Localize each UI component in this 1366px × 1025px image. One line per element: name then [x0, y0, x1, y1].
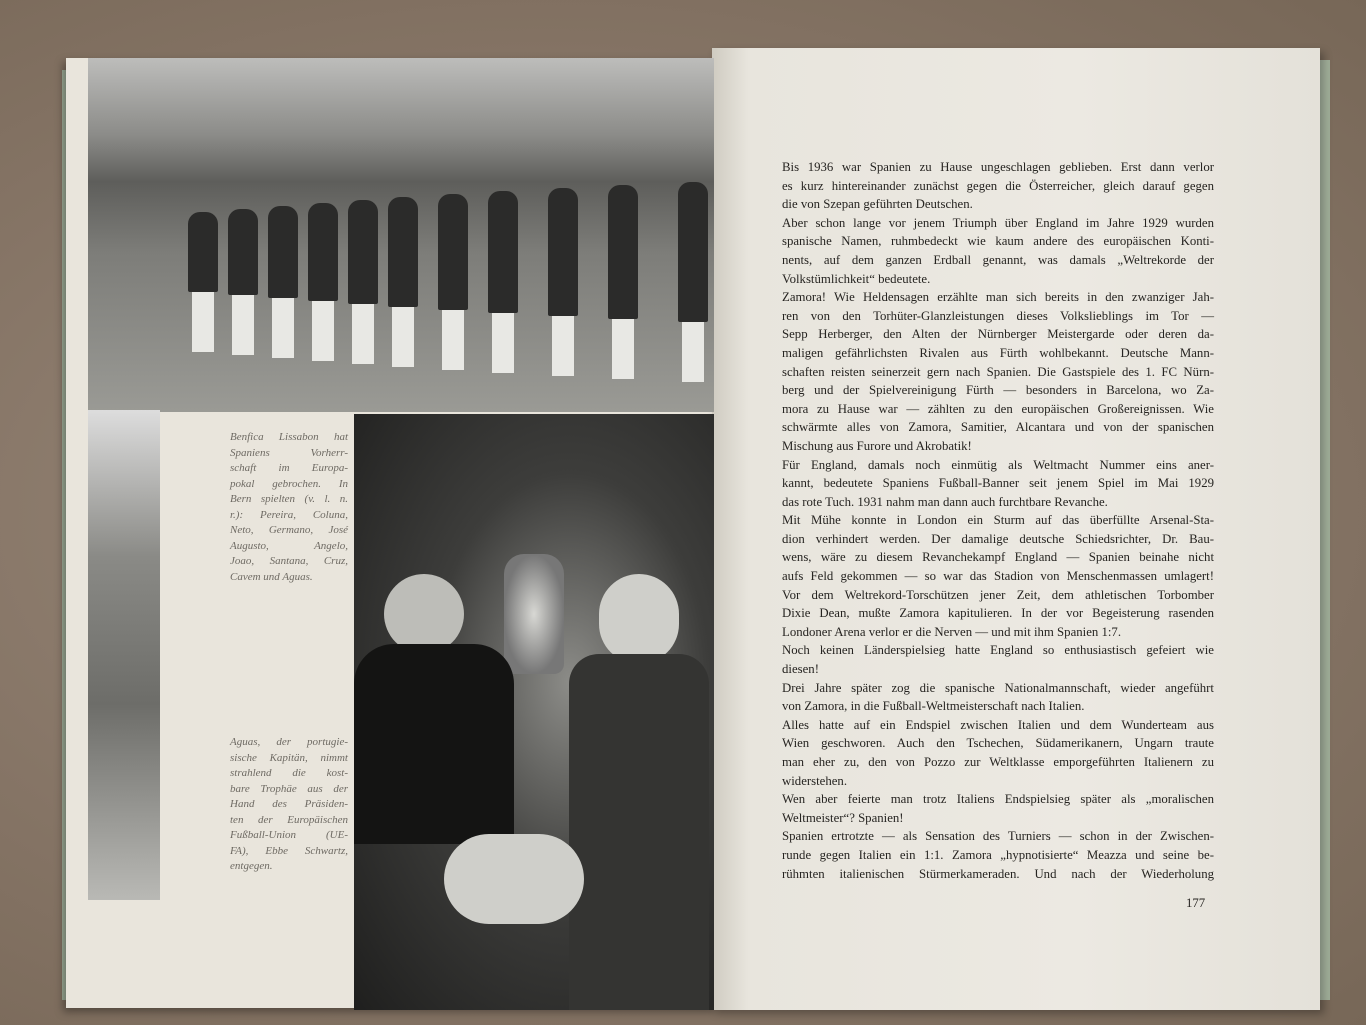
- text-line: runde gegen Italien ein 1:1. Zamora „hypnotisierte“ Meazza und seine be-: [782, 847, 1214, 862]
- player-figure: [268, 206, 298, 298]
- text-line: bare Trophäe aus der: [230, 782, 348, 795]
- text-line: ten der Europäischen: [230, 813, 348, 826]
- text-line: dion verhindert werden. Der damalige deutsche Schiedsrichter, Dr. Bau-: [782, 531, 1214, 546]
- text-line: schaften reisten seinerzeit gern nach Spanien. Die Gastspiele des 1. FC Nürn-: [782, 364, 1214, 379]
- text-line: kannt, bedeutete Spaniens Fußball-Banner seit jenem Spiel im Mai 1929: [782, 476, 1214, 491]
- text-line: Sepp Herberger, den Alten der Nürnberger Meistergarde oder deren da-: [782, 327, 1214, 342]
- text-line: Aguas, der portugie-: [230, 736, 348, 748]
- player-figure: [348, 200, 378, 304]
- text-line: man eher zu, den von Pozzo zur Weltklasse emporgeführten Italienern zu: [782, 755, 1214, 769]
- text-line: sische Kapitän, nimmt: [230, 751, 348, 764]
- text-line: Dixie Dean, mußte Zamora kapitulieren. In der vor Begeisterung rasenden: [782, 606, 1214, 621]
- text-line: Mischung aus Furore und Akrobatik!: [782, 438, 972, 453]
- text-line: Fußball-Union (UE-: [230, 829, 348, 841]
- text-line: Zamora! Wie Heldensagen erzählte man sich bereits in den zwanziger Jah-: [782, 290, 1214, 305]
- text-line: von Zamora, in die Fußball-Weltmeisterschaft nach Italien.: [782, 699, 1085, 714]
- text-line: Volkstümlichkeit“ bedeutete.: [782, 271, 931, 286]
- player-shirt: [569, 654, 709, 1010]
- text-line: Alles hatte auf ein Endspiel zwischen Italien und dem Wunderteam aus: [782, 717, 1214, 732]
- text-line: Bern spielten (v. l. n.: [230, 493, 348, 505]
- photo-caption-team: [230, 430, 348, 585]
- official-face: [384, 574, 464, 654]
- text-line: Weltmeister“? Spanien!: [782, 810, 904, 825]
- text-line: Mit Mühe konnte in London ein Sturm auf das überfüllte Arsenal-Sta-: [782, 513, 1214, 528]
- player-figure: [438, 194, 468, 310]
- photo-caption-trophy: [230, 735, 348, 875]
- text-line: berg und der Spielvereinigung Fürth — besonders in Barcelona, wo Za-: [782, 383, 1214, 398]
- text-line: aufs Feld gekommen — so war das Stadion von Menschenmassen umlagert!: [782, 569, 1214, 584]
- text-line: rühmten italienischen Stürmerkameraden. Und nach der Wiederholung: [782, 866, 1214, 881]
- player-figure: [548, 188, 578, 316]
- text-line: Noch keinen Länderspielsieg hatte England so enthusiastisch gefeiert wie: [782, 643, 1214, 658]
- text-line: schwärmte alles von Zamora, Samitier, Alcantara und von der spanischen: [782, 420, 1214, 435]
- text-line: ren von den Torhüter-Glanzleistungen dieses Volkslieblings im Tor —: [782, 308, 1214, 323]
- text-line: Hand des Präsiden-: [230, 798, 348, 810]
- text-line: Neto, Germano, José: [230, 524, 348, 536]
- text-line: FA), Ebbe Schwartz,: [230, 844, 348, 857]
- seated-man: [444, 834, 584, 924]
- text-line: Bis 1936 war Spanien zu Hause ungeschlagen geblieben. Erst dann verlor: [782, 160, 1214, 174]
- text-line: Für England, damals noch einmütig als Weltmacht Nummer eins aner-: [782, 457, 1214, 472]
- text-line: Augusto, Angelo,: [230, 539, 348, 552]
- text-line: spanische Namen, ruhmbedeckt wie kaum andere des europäischen Konti-: [782, 234, 1214, 249]
- text-line: Drei Jahre später zog die spanische Nationalmannschaft, wieder angeführt: [782, 680, 1214, 695]
- page-number: 177: [1186, 896, 1206, 910]
- text-line: nents, auf dem ganzen Erdball genannt, was damals „Weltrekorde der: [782, 252, 1214, 267]
- text-line: Wen aber feierte man trotz Italiens Endspielsieg später als „moralischen: [782, 792, 1214, 807]
- text-line: strahlend die kost-: [230, 767, 348, 779]
- text-line: Wien geschworen. Auch den Tschechen, Südamerikanern, Ungarn traute: [782, 736, 1214, 751]
- stadium-strip-photo: [88, 410, 160, 900]
- text-line: r.): Pereira, Coluna,: [230, 508, 348, 521]
- text-line: Spanien ertrotzte — als Sensation des Turniers — schon in der Zwischen-: [782, 829, 1214, 844]
- official-suit: [354, 644, 514, 844]
- body-text: [782, 158, 1214, 883]
- text-line: Joao, Santana, Cruz,: [230, 555, 348, 567]
- text-line: diesen!: [782, 662, 819, 677]
- text-line: das rote Tuch. 1931 nahm man dann auch furchtbare Revanche.: [782, 494, 1108, 509]
- text-line: Vor dem Weltrekord-Torschützen jener Zeit, dem athletischen Torbomber: [782, 587, 1214, 602]
- text-line: Cavem und Aguas.: [230, 570, 313, 583]
- player-figure: [608, 185, 638, 319]
- text-line: Benfica Lissabon hat: [230, 431, 348, 443]
- team-lineup-photo: [88, 58, 714, 412]
- text-line: pokal gebrochen. In: [230, 477, 348, 490]
- player-figure: [388, 197, 418, 307]
- text-line: Londoner Arena verlor er die Nerven — und mit ihm Spanien 1:7.: [782, 624, 1122, 639]
- text-line: widerstehen.: [782, 773, 848, 788]
- text-line: die von Szepan geführten Deutschen.: [782, 197, 973, 212]
- text-line: entgegen.: [230, 860, 273, 872]
- text-line: mora zu Hause war — zählten zu den europäischen Großereignissen. Wie: [782, 401, 1214, 416]
- player-figure: [308, 203, 338, 301]
- text-line: es kurz hintereinander zunächst gegen die Österreicher, gleich darauf gegen: [782, 178, 1214, 193]
- trophy-cup: [504, 554, 564, 674]
- player-figure: [488, 191, 518, 313]
- player-figure: [678, 182, 708, 322]
- player-face: [599, 574, 679, 664]
- text-line: wens, wäre zu diesem Revanchekampf England — Spanien beinahe nicht: [782, 550, 1214, 565]
- text-line: schaft im Europa-: [230, 462, 348, 474]
- text-line: maligen gefährlichsten Rivalen aus Fürth wohlbekannt. Deutsche Mann-: [782, 345, 1214, 360]
- text-line: Aber schon lange vor jenem Triumph über England im Jahre 1929 wurden: [782, 215, 1214, 230]
- player-figure: [228, 209, 258, 295]
- text-line: Spaniens Vorherr-: [230, 446, 348, 459]
- trophy-presentation-photo: [354, 414, 714, 1010]
- player-figure: [188, 212, 218, 292]
